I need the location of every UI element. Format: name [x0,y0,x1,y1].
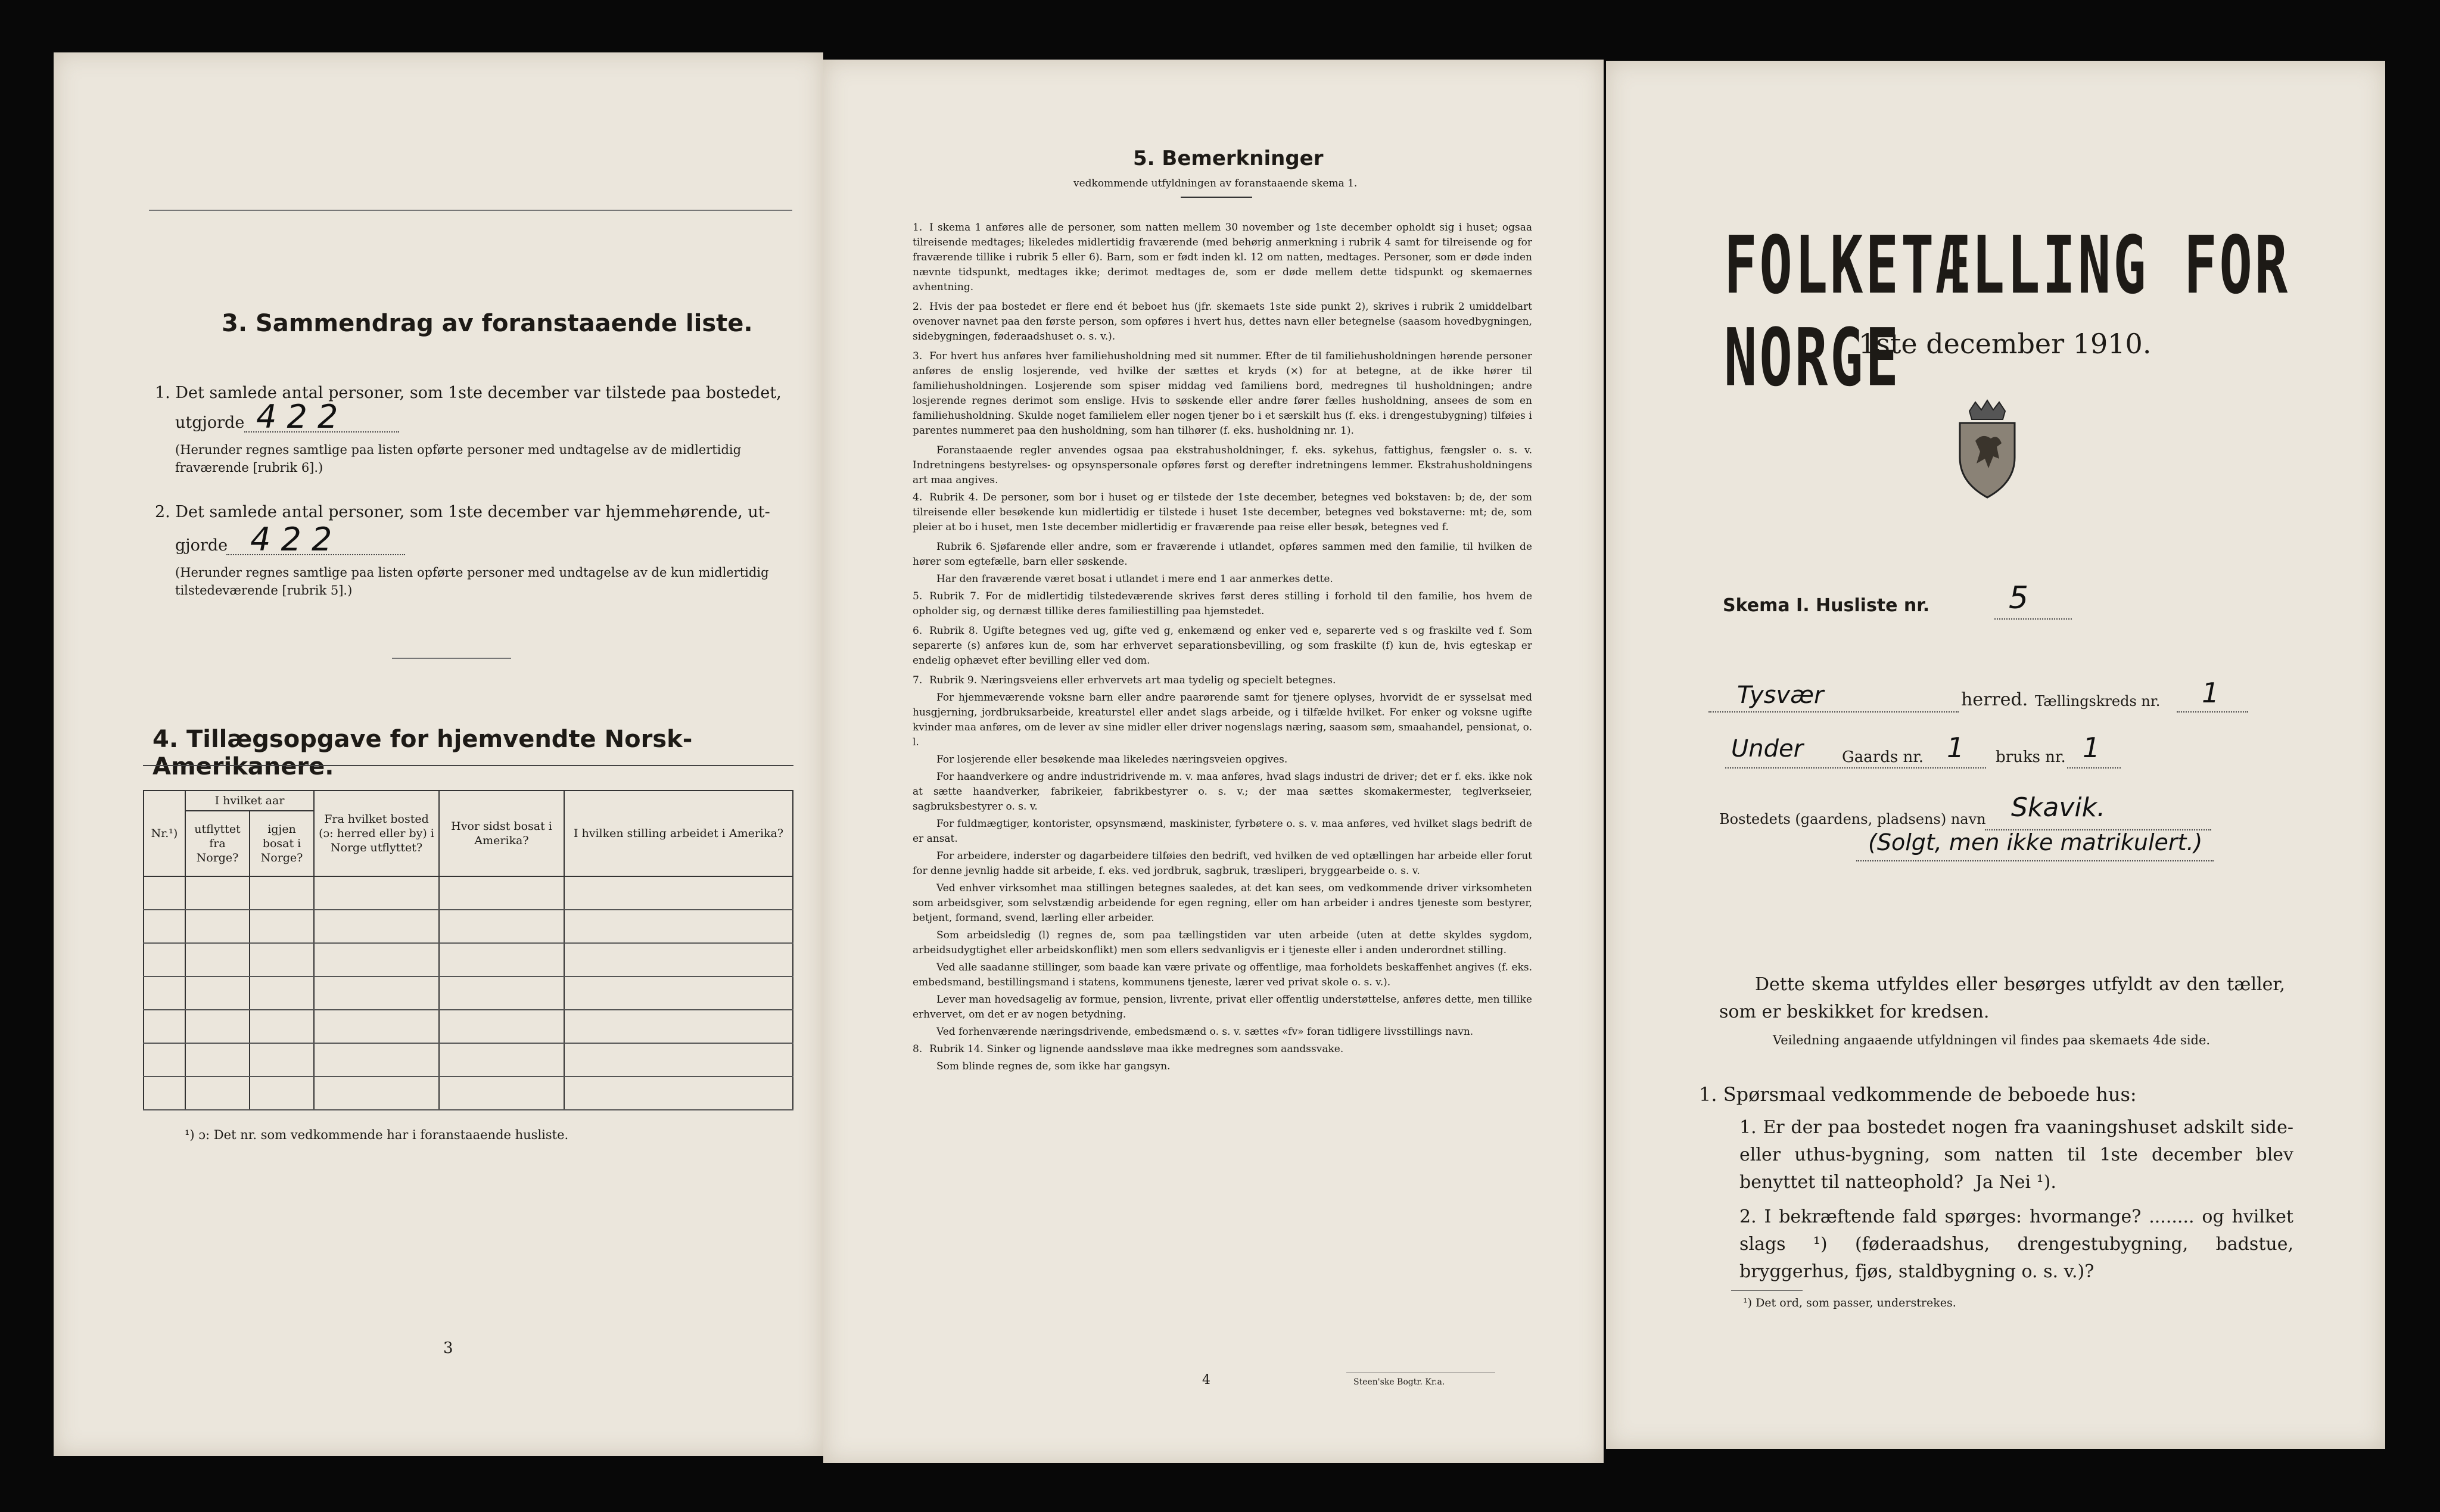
section-4-title: 4. Tillægsopgave for hjemvendte Norsk-Amerikanere. [152,726,693,780]
krets-value: 1 [2202,677,2220,709]
printer-mark: Steen'ske Bogtr. Kr.a. [1353,1377,1445,1387]
remarks-body: 1. I skema 1 anføres alle de personer, som natten mellem 30 november og 1ste december opholdt sig i huset; ogsaa tilreisende medtages; likeledes midlertidig fraværende (med behørig anmerkning i rubrik 4 samt for tilreisende og for fraværende tillike i rubrik 5 eller 6). Barn, som er født inden kl. 12 om natten, medtages. Personer, som er døde inden nævnte tidspunkt, medtages ikke; derimot medtages de, som er døde mellem dette tidspunkt og skemaernes avhentning. 2. Hvis der paa bostedet er flere end ét beboet hus (jfr. skemaets 1ste side punkt 2), skrives i rubrik 2 umiddelbart ovenover navnet paa den første person, som opføres i hvert hus, dettes navn eller betegnelse (saasom hovedbygningen, sidebygningen, føderaadshuset o. s. v.). 3. For hvert hus anføres hver familiehusholdning med sit nummer. Efter de til familiehusholdningen hørende personer anføres de enslig losjerende, ved hvilke der sættes et kryds (×) for at betegne, at de ikke hører til familiehusholdningen. Losjerende som spiser middag ved familiens bord, medregnes til husholdningen; andre losjerende regnes derimot som enslige. Hvis to søskende eller andre fører fælles husholdning, ansees de som en familiehusholdning. Skulde noget familielem eller nogen tjener bo i et særskilt hus (f. eks. i drengestubygning) tilføies i parentes nummeret paa den husholdning, som han tilhører (f. eks. husholdning nr. 1). Foranstaaende regler anvendes ogsaa paa ekstrahusholdninger, f. eks. sykehus, fattighus, fængsler o. s. v. Indretningens bestyrelses- og opsynspersonale opføres først og derefter indretningens lemmer. Ekstrahusholdningens art maa angives. 4. Rubrik 4. De personer, som bor i huset og er tilstede der 1ste december, betegnes ved bokstaven: b; de, der som tilreisende eller besøkende kun midlertidig er tilstede i huset 1ste december, betegnes ved bokstaverne: mt; de, som pleier at bo i huset, men 1ste december midlertidig er fraværende paa reise eller besøk, betegnes ved f. Rubrik 6. Sjøfarende eller andre, som er fraværende i utlandet, opføres sammen med den familie, til hvilken de hører som egtefælle, barn eller søskende. Har den fraværende været bosat i utlandet i mere end 1 aar anmerkes dette. 5. Rubrik 7. For de midlertidig tilstedeværende skrives først deres stilling i forhold til den familie, hos hvem de opholder sig, og dernæst tillike deres familiestilling paa hjemstedet. 6. Rubrik 8. Ugifte betegnes ved ug, gifte ved g, enkemænd og enker ved e, separerte ved s og fraskilte ved f. Som separerte (s) anføres kun de, som har erhvervet separationsbevilling, og som fraskilte (f) kun de, hvis egteskap er endelig ophævet efter bevilling eller ved dom. 7. Rubrik 9. Næringsveiens eller erhvervets art maa tydelig og specielt betegnes. For hjemmeværende voksne barn eller andre paarørende samt for tjenere oplyses, hvorvidt de er sysselsat med husgjerning, jordbruksarbeide, kreaturstel eller andet slags arbeide, og i tilfælde hvilket. For enker og voksne ugifte kvinder maa anføres, om de lever av sine midler eller driver nogenslags næring, saasom søm, smaahandel, pensionat, o. l. For losjerende eller besøkende maa likeledes næringsveien opgives. For haandverkere og andre industridrivende m. v. maa anføres, hvad slags industri de driver; det er f. eks. ikke nok at sætte haandverker, fabrikeier, fabrikbestyrer o. s. v.; der maa sættes skomakermester, teglverkseier, sagbruksbestyrer o. s. v. For fuldmægtiger, kontorister, opsynsmænd, maskinister, fyrbøtere o. s. v. maa anføres, ved hvilket slags bedrift de er ansat. For arbeidere, inderster og dagarbeidere tilføies den bedrift, ved hvilken de ved optællingen har arbeide eller forut for denne jevnlig hadde sit arbeide, f. eks. ved jordbruk, sagbruk, træsliperi, bryggearbeide o. s. v. Ved enhver virksomhet maa stillingen betegnes saaledes, at det kan sees, om vedkommende driver virksomheten som arbeidsgiver, som selvstændig arbeidende for egen regning, eller om han arbeider i andres tjeneste som bestyrer, betjent, formand, svend, lærling eller arbeider. Som arbeidsledig (l) regnes de, som paa tællingstiden var uten arbeide (uten at dette skyldes sygdom, arbeidsudygtighet eller arbeidskonflikt) men som ellers sedvanligvis er i tjeneste eller i anden underordnet stilling. Ved alle saadanne stillinger, som baade kan være private og offentlige, maa forholdets beskaffenhet angives (f. eks. embedsmand, bestillingsmand i statens, kommunens tjeneste, lærer ved privat skole o. s. v.). Lever man hovedsagelig av formue, pension, livrente, privat eller offentlig understøttelse, anføres dette, men tillike erhvervet, om det er av nogen betydning. Ved forhenværende næringsdrivende, embedsmænd o. s. v. sættes «fv» foran tidligere livsstillings navn. 8. Rubrik 14. Sinker og lignende aandssløve maa ikke medregnes som aandssvake. Som blinde regnes de, som ikke har gangsyn. [913,220,1532,1077]
remark-7c: For haandverkere og andre industridrivende m. v. maa anføres, hvad slags industri de driver; det er f. eks. ikke nok at sætte haandverker, fabrikeier, fabrikbestyrer o. s. v.; der maa sættes skomakermester, teglverkseier, sagbruksbestyrer o. s. v. [913,771,1532,813]
summary-item-2-value: 4 2 2 [250,521,332,558]
summary-item-1-note: (Herunder regnes samtlige paa listen opførte personer med undtagelse av de midlertidig fraværende [rubrik 6].) [175,443,742,475]
bosted-label: Bostedets (gaardens, pladsens) navn [1719,811,1986,827]
remark-4c: Har den fraværende været bosat i utlandet i mere end 1 aar anmerkes dette. [936,573,1333,585]
page-left [54,52,823,1456]
table-row [144,1010,793,1043]
col-returned: igjen bosat i Norge? [250,811,314,876]
remark-7h: Ved alle saadanne stillinger, som baade kan være private og offentlige, maa forholdets beskaffenhet angives (f. eks. embedsmand, bestillingsmand i statens, kommunens tjeneste, lærer ved privat skole o. s. v.). [913,962,1532,988]
bruk-label: bruks nr. [1996,748,2066,766]
col-from: Fra hvilket bosted (ɔ: herred eller by) i Norge utflyttet? [314,791,439,876]
instruction-1: Dette skema utfyldes eller besørges utfyldt av den tæller, som er beskikket for kredsen. [1719,974,2285,1022]
short-divider [392,658,511,659]
remark-7g: Som arbeidsledig (l) regnes de, som paa tællingstiden var uten arbeide (uten at dette skyldes sygdom, arbeidsudygtighet eller arbeidskonflikt) men som ellers sedvanligvis er i tjeneste eller i anden underordnet stilling. [913,929,1532,956]
krets-label: Tællingskreds nr. [2035,693,2161,710]
gaard-label: Gaards nr. [1842,748,1924,766]
col-nr: Nr.¹) [144,791,185,876]
section-3-title: 3. Sammendrag av foranstaaende liste. [222,310,753,337]
remark-2: Hvis der paa bostedet er flere end ét beboet hus (jfr. skemaets 1ste side punkt 2), skrives i rubrik 2 umiddelbart ovenover navnet paa den første person, som opføres i hvert hus, dettes navn eller betegnelse (saasom hovedbygningen, sidebygningen, føderaadshuset o. s. v.). [913,301,1532,343]
remark-7b: For losjerende eller besøkende maa likeledes næringsveien opgives. [936,754,1288,766]
herred-value: Tysvær [1737,682,1824,709]
table-row [144,1077,793,1110]
herred-label: herred. [1961,689,2028,710]
remark-4b: Rubrik 6. Sjøfarende eller andre, som er fraværende i utlandet, opføres sammen med den familie, til hvilken de hører som egtefælle, barn eller søskende. [913,541,1532,568]
document-title: FOLKETÆLLING FOR NORGE [1724,219,2290,405]
col-group-year: I hvilket aar [185,791,314,811]
coat-of-arms-icon [1946,399,2029,500]
table-row [144,876,793,910]
table-row [144,1043,793,1077]
divider [149,210,792,211]
remark-8: Rubrik 14. Sinker og lignende aandssløve maa ikke medregnes som aandssvake. [929,1043,1344,1055]
summary-item-2-prefix: gjorde [175,536,228,555]
gaard-value: 1 [1947,732,1965,764]
gaard-prefix: Under [1731,735,1804,763]
remark-5: Rubrik 7. For de midlertidig tilstedeværende skrives først deres stilling i forhold til den familie, hos hvem de opholder sig, og dernæst tillike deres familiestilling paa hjemstedet. [913,590,1532,617]
table-row [144,910,793,943]
summary-item-1: 1. Det samlede antal personer, som 1ste december var tilstede paa bostedet, [155,384,782,402]
page-right [1606,61,2385,1449]
bruk-value: 1 [2083,732,2100,764]
footnote: ¹) Det ord, som passer, understrekes. [1743,1296,1956,1309]
remark-7d: For fuldmægtiger, kontorister, opsynsmænd, maskinister, fyrbøtere o. s. v. maa anføres, ved hvilket slags bedrift de er ansat. [913,818,1532,845]
remark-7j: Ved forhenværende næringsdrivende, embedsmænd o. s. v. sættes «fv» foran tidligere livsstillings navn. [936,1026,1474,1038]
husliste-nr: 5 [2009,580,2029,616]
col-emigrated: utflyttet fra Norge? [185,811,250,876]
remarks-subtitle: vedkommende utfyldningen av foranstaaende skema 1. [1073,178,1358,189]
remark-7i: Lever man hovedsagelig av formue, pension, livrente, privat eller offentlig understøttelse, anføres dette, men tillike erhvervet, om det er av nogen betydning. [913,994,1532,1021]
page-number: 3 [443,1339,453,1357]
page-number: 4 [1202,1373,1210,1387]
col-last: Hvor sidst bosat i Amerika? [439,791,564,876]
table-row [144,943,793,976]
table-row [144,976,793,1010]
instruction-2: Veiledning angaaende utfyldningen vil findes paa skemaets 4de side. [1773,1033,2211,1047]
schema-label: Skema I. Husliste nr. [1723,595,1930,616]
remark-4: Rubrik 4. De personer, som bor i huset og er tilstede der 1ste december, betegnes ved bokstaven: b; de, der som tilreisende eller besøkende kun midlertidig er tilstede i huset 1ste december, betegnes ved bokstaverne: mt; de, som pleier at bo i huset, men 1ste december midlertidig er fraværende paa reise eller besøk, betegnes ved f. [913,491,1532,533]
remarks-title: 5. Bemerkninger [1133,147,1324,170]
summary-item-2: 2. Det samlede antal personer, som 1ste december var hjemmehørende, ut- [155,503,770,521]
norsk-amerikanere-table [143,790,793,1110]
remark-3b: Foranstaaende regler anvendes ogsaa paa ekstrahusholdninger, f. eks. sykehus, fattighus, fængsler o. s. v. Indretningens bestyrelses- og opsynspersonale opføres først og derefter indretningens lemmer. Ekstrahusholdningens art maa angives. [913,444,1532,486]
remark-3: For hvert hus anføres hver familiehusholdning med sit nummer. Efter de til familiehusholdningen hørende personer anføres de enslig losjerende, ved hvilke der sættes et kryds (×) for at betegne, at de ikke hører til familiehusholdningen. Losjerende som spiser middag ved familiens bord, medregnes til husholdningen; andre losjerende regnes derimot som enslige. Hvis to søskende eller andre fører fælles husholdning, ansees de som en familiehusholdning. Skulde noget familielem eller nogen tjener bo i et særskilt hus (f. eks. i drengestubygning) tilføies i parentes nummeret paa den husholdning, som han tilhører (f. eks. husholdning nr. 1). [913,350,1532,437]
question-2: 2. I bekræftende fald spørges: hvormange? ........ og hvilket slags ¹) (føderaadshus, drengestubygning, badstue, bryggerhus, fjøs, staldbygning o. s. v.)? [1739,1206,2293,1282]
remark-7f: Ved enhver virksomhet maa stillingen betegnes saaledes, at det kan sees, om vedkommende driver virksomheten som arbeidsgiver, som selvstændig arbeidende for egen regning, eller om han arbeider i andres tjeneste som bestyrer, betjent, formand, svend, lærling eller arbeider. [913,882,1532,924]
document-date: 1ste december 1910. [1859,328,2152,360]
remark-8b: Som blinde regnes de, som ikke har gangsyn. [936,1060,1171,1072]
remark-7a: For hjemmeværende voksne barn eller andre paarørende samt for tjenere oplyses, hvorvidt de er sysselsat med husgjerning, jordbruksarbeide, kreaturstel eller andet slags arbeide, og i tilfælde hvilket. For enker og voksne ugifte kvinder maa anføres, om de lever av sine midler eller driver nogenslags næring, saasom søm, smaahandel, pensionat, o. l. [913,692,1532,748]
page-middle [823,60,1604,1463]
remark-7e: For arbeidere, inderster og dagarbeidere tilføies den bedrift, ved hvilken de ved optællingen har arbeide eller forut for denne jevnlig hadde sit arbeide, f. eks. ved jordbruk, sagbruk, træsliperi, bryggearbeide o. s. v. [913,850,1532,877]
remark-7: Rubrik 9. Næringsveiens eller erhvervets art maa tydelig og specielt betegnes. [929,674,1336,686]
col-position: I hvilken stilling arbeidet i Amerika? [564,791,793,876]
remark-1: I skema 1 anføres alle de personer, som natten mellem 30 november og 1ste december opholdt sig i huset; ogsaa tilreisende medtages; likeledes midlertidig fraværende (med behørig anmerkning i rubrik 4 samt for tilreisende og for fraværende tillike i rubrik 5 eller 6). Barn, som er født inden kl. 12 om natten, medtages. Personer, som er døde inden nævnte tidspunkt, medtages ikke; derimot medtages de, som er døde mellem dette tidspunkt og skemaernes avhentning. [913,222,1532,293]
bosted-value: Skavik. [2011,792,2106,823]
question-1-answer: Ja Nei ¹). [1975,1172,2056,1193]
summary-item-1-value: 4 2 2 [256,398,338,435]
question-1: 1. Er der paa bostedet nogen fra vaaningshuset adskilt side- eller uthus-bygning, som natten til 1ste december blev benyttet til natteophold? [1739,1117,2293,1193]
table-footnote: ¹) ɔ: Det nr. som vedkommende har i foranstaaende husliste. [185,1128,569,1142]
bosted-note: (Solgt, men ikke matrikulert.) [1868,829,2203,855]
questions-heading: 1. Spørsmaal vedkommende de beboede hus: [1699,1083,2137,1106]
remark-6: Rubrik 8. Ugifte betegnes ved ug, gifte ved g, enkemænd og enker ved e, separerte ved s og fraskilte ved f. Som separerte (s) anføres kun de, som har erhvervet separationsbevilling, og som fraskilte (f) kun de, hvis egteskap er endelig ophævet efter bevilling eller ved dom. [913,625,1532,667]
summary-item-1-prefix: utgjorde [175,413,245,432]
summary-item-2-note: (Herunder regnes samtlige paa listen opførte personer med undtagelse av de kun midlertidig tilstedeværende [rubrik 5].) [175,565,769,598]
